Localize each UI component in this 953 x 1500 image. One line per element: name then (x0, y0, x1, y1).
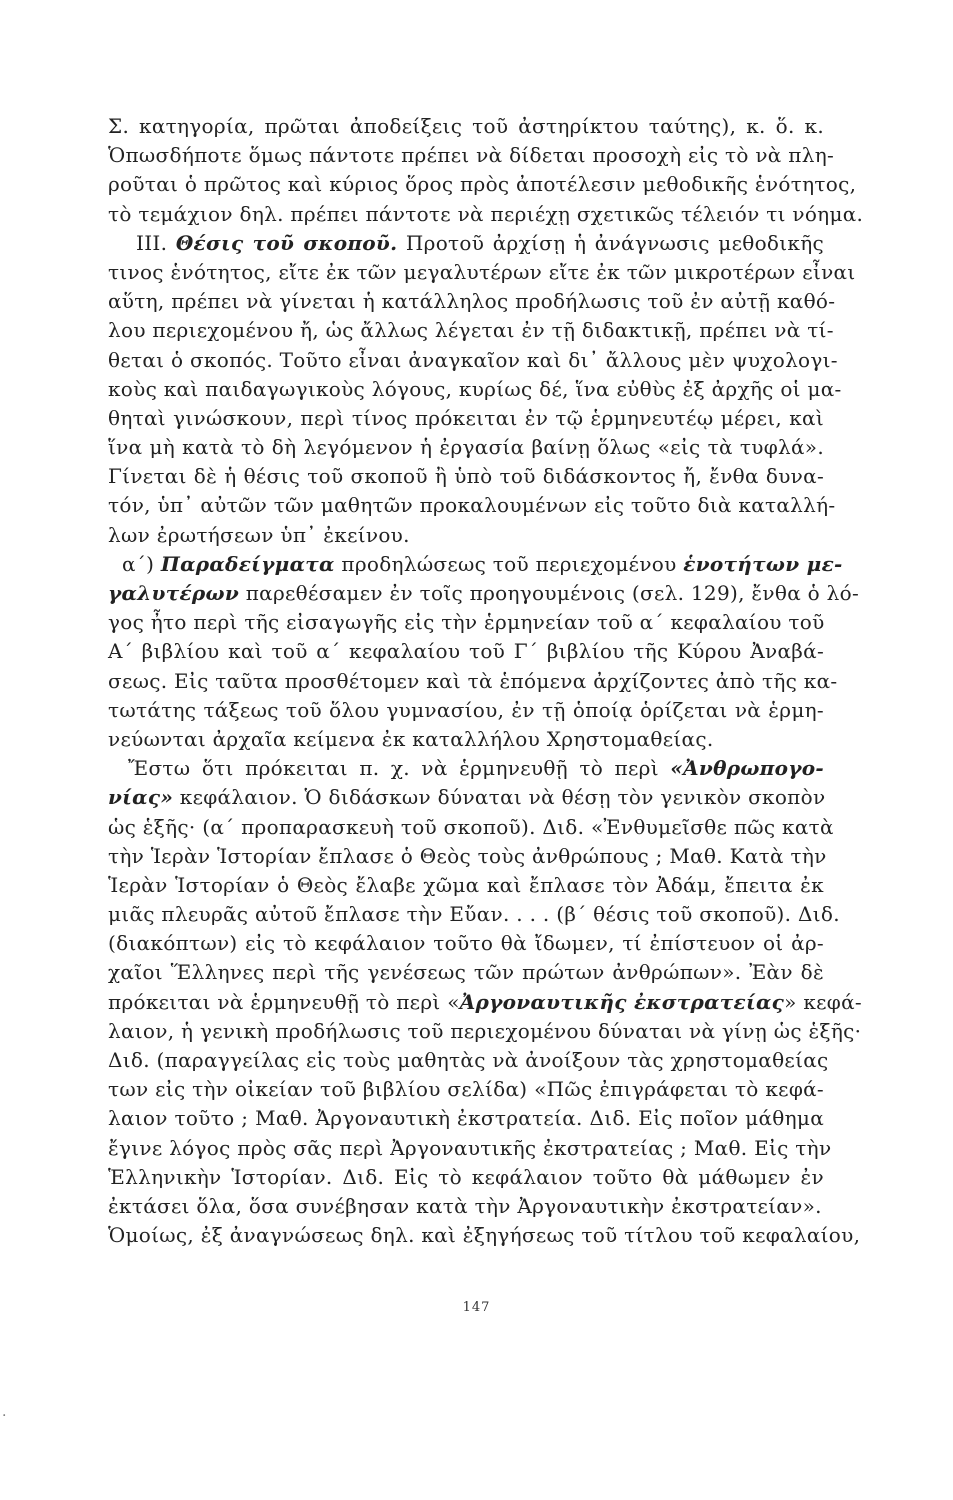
text-run: των εἰς τὴν οἰκείαν τοῦ βιβλίου σελίδα) «Πῶς ἐπιγράφεται τὸ κεφά- (108, 1077, 824, 1102)
text-line (108, 550, 843, 579)
text-run: λαιον τοῦτο ; Μαθ. Ἀργοναυτικὴ ἐκστρατεία. Διδ. Εἰς ποῖον μάθημα (108, 1106, 824, 1131)
text-run: ἵνα μὴ κατὰ τὸ δὴ λεγόμενον ἡ ἐργασία βαίνῃ ὅλως «εἰς τὰ τυφλά». (108, 435, 824, 460)
text-line (108, 287, 836, 316)
text-run: χαῖοι Ἕλληνες περὶ τῆς γενέσεως τῶν πρώτων ἀνθρώπων». Ἐὰν δὲ (108, 960, 824, 985)
text-run: Προτοῦ ἀρχίσῃ ἡ ἀνάγνωσις μεθοδικῆς (397, 230, 824, 255)
text-run: ἔγινε λόγος πρὸς σᾶς περὶ Ἀργοναυτικῆς ἐκστρατείας ; Μαθ. Εἰς τὴν (108, 1135, 832, 1160)
text-line (108, 200, 864, 229)
text-line (108, 170, 857, 199)
text-line (108, 1163, 824, 1192)
text-run: Ὁπωσδήποτε ὅμως πάντοτε πρέπει νὰ δίδεται προσοχὴ εἰς τὸ νὰ πλη- (108, 143, 835, 168)
text-line (108, 988, 862, 1017)
emphasis-text: νίας» (108, 785, 174, 810)
text-line (108, 900, 840, 929)
text-run: λου περιεχομένου ἤ, ὡς ἄλλως λέγεται ἐν τῇ διδακτικῇ, πρέπει νὰ τί- (108, 318, 834, 343)
text-line (108, 1134, 832, 1163)
text-run: κεφάλαιον. Ὁ διδάσκων δύναται νὰ θέσῃ τὸν γενικὸν σκοπὸν (173, 785, 826, 810)
text-line (108, 375, 842, 404)
emphasis-text: Παραδείγματα (160, 551, 335, 576)
text-run: Ὁμοίως, ἐξ ἀναγνώσεως δηλ. καὶ ἐξηγήσεως τοῦ τίτλου τοῦ κεφαλαίου, (108, 1223, 861, 1248)
text-line (108, 346, 838, 375)
text-line (108, 813, 834, 842)
text-run: ροῦται ὁ πρῶτος καὶ κύριος ὅρος πρὸς ἀποτέλεσιν μεθοδικῆς ἑνότητος, (108, 172, 857, 197)
emphasis-text: Ἀργοναυτικῆς ἐκστρατείας (459, 989, 785, 1014)
text-line (108, 258, 856, 287)
text-line (108, 929, 824, 958)
text-run: νεύωνται ἀρχαῖα κείμενα ἐκ καταλλήλου Χρηστομαθείας. (108, 726, 714, 751)
text-line (108, 1017, 862, 1046)
text-run: ὡς ἑξῆς· (α΄ προπαρασκευὴ τοῦ σκοποῦ). Διδ. «Ἐνθυμεῖσθε πῶς κατὰ (108, 814, 834, 839)
page-number: 147 (462, 1300, 491, 1315)
text-line (108, 842, 827, 871)
text-run: παρεθέσαμεν ἐν τοῖς προηγουμένοις (σελ. 129), ἔνθα ὁ λό- (239, 581, 860, 605)
text-line (108, 608, 824, 637)
text-line (108, 1221, 861, 1250)
text-line (108, 112, 824, 141)
text-run: μιᾶς πλευρᾶς αὐτοῦ ἔπλασε τὴν Εὔαν. . . . (β΄ θέσις τοῦ σκοποῦ). Διδ. (108, 902, 840, 927)
text-line (108, 1104, 824, 1133)
text-line (108, 783, 824, 812)
text-run: Σ. κατηγορία, πρῶται ἀποδείξεις τοῦ ἀστηρίκτου ταύτης), κ. ὅ. κ. (108, 114, 824, 138)
text-run: Ἔστω ὅτι πρόκειται π. χ. νὰ ἑρμηνευθῇ τὸ περὶ (128, 756, 671, 781)
emphasis-text: ἑνοτήτων με- (683, 551, 843, 576)
text-run: κοὺς καὶ παιδαγωγικοὺς λόγους, κυρίως δέ, ἵνα εὐθὺς ἐξ ἀρχῆς οἱ μα- (108, 376, 842, 401)
text-line (108, 404, 824, 433)
emphasis-text: γαλυτέρων (108, 581, 240, 605)
text-line (108, 141, 835, 170)
text-run: πρόκειται νὰ ἑρμηνευθῇ τὸ περὶ « (108, 989, 460, 1014)
text-line (108, 667, 838, 696)
text-line (108, 491, 836, 520)
text-run: αὕτη, πρέπει νὰ γίνεται ἡ κατάλληλος προδήλωσις τοῦ ἐν αὐτῇ καθό- (108, 289, 836, 314)
text-run: θεται ὁ σκοπός. Τοῦτο εἶναι ἀναγκαῖον καὶ δι᾿ ἄλλους μὲν ψυχολογι- (108, 347, 838, 372)
text-run: γος ἦτο περὶ τῆς εἰσαγωγῆς εἰς τὴν ἑρμηνείαν τοῦ α΄ κεφαλαίου τοῦ (108, 610, 825, 635)
text-run: τωτάτης τάξεως τοῦ ὅλου γυμνασίου, ἐν τῇ ὁποίᾳ ὁρίζεται νὰ ἑρμη- (108, 697, 824, 722)
text-run: λων ἐρωτήσεων ὑπ᾿ ἐκείνου. (108, 522, 410, 547)
text-run: προδηλώσεως τοῦ περιεχομένου (334, 551, 684, 576)
text-line (108, 1192, 824, 1221)
text-line (108, 1075, 824, 1104)
margin-mark: · (2, 1408, 7, 1424)
text-line (108, 579, 860, 608)
text-run: τινος ἑνότητος, εἴτε ἐκ τῶν μεγαλυτέρων εἴτε ἐκ τῶν μικροτέρων εἶναι (108, 259, 856, 284)
text-line (108, 1046, 829, 1075)
text-run: τὸ τεμάχιον δηλ. πρέπει πάντοτε νὰ περιέχῃ σχετικῶς τέλειόν τι νόημα. (108, 201, 864, 226)
text-run: » κεφά- (784, 989, 862, 1014)
text-line (108, 871, 824, 900)
text-run: θηταὶ γινώσκουν, περὶ τίνος πρόκειται ἐν τῷ ἑρμηνευτέῳ μέρει, καὶ (108, 405, 824, 430)
text-line (108, 462, 824, 491)
text-line (108, 637, 824, 666)
text-run: τὴν Ἱερὰν Ἱστορίαν ἔπλασε ὁ Θεὸς τοὺς ἀνθρώπους ; Μαθ. Κατὰ τὴν (108, 843, 827, 868)
text-line (108, 433, 824, 462)
text-line (108, 521, 824, 550)
text-run: Γίνεται δὲ ἡ θέσις τοῦ σκοποῦ ἢ ὑπὸ τοῦ διδάσκοντος ἤ, ἔνθα δυνα- (108, 464, 824, 489)
text-run: Ἱερὰν Ἱστορίαν ὁ Θεὸς ἔλαβε χῶμα καὶ ἔπλασε τὸν Ἀδάμ, ἔπειτα ἐκ (108, 872, 824, 897)
emphasis-text: Θέσις τοῦ σκοποῦ. (175, 230, 398, 255)
text-line (108, 725, 824, 754)
text-run: Διδ. (παραγγείλας εἰς τοὺς μαθητὰς νὰ ἀνοίξουν τὰς χρηστομαθείας (108, 1048, 829, 1072)
text-run: (διακόπτων) εἰς τὸ κεφάλαιον τοῦτο θὰ ἴδωμεν, τί ἐπίστευον οἱ ἀρ- (108, 931, 824, 956)
text-run: α΄) (122, 551, 161, 576)
text-run: Ἑλληνικὴν Ἱστορίαν. Διδ. Εἰς τὸ κεφάλαιον τοῦτο θὰ μάθωμεν ἐν (108, 1164, 824, 1189)
text-run: τόν, ὑπ᾿ αὐτῶν τῶν μαθητῶν προκαλουμένων εἰς τοῦτο διὰ καταλλή- (108, 493, 836, 518)
text-line (108, 229, 824, 258)
text-line (108, 958, 824, 987)
text-line (108, 696, 824, 725)
text-run: λαιον, ἡ γενικὴ προδήλωσις τοῦ περιεχομένου δύναται νὰ γίνῃ ὡς ἑξῆς· (108, 1018, 862, 1043)
text-line (108, 316, 834, 345)
body-text (108, 112, 864, 1250)
text-run: Α΄ βιβλίου καὶ τοῦ α΄ κεφαλαίου τοῦ Γ΄ βιβλίου τῆς Κύρου Ἀναβά- (108, 639, 824, 664)
text-run: σεως. Εἰς ταῦτα προσθέτομεν καὶ τὰ ἑπόμενα ἀρχίζοντες ἀπὸ τῆς κα- (108, 668, 838, 693)
emphasis-text: «Ἀνθρωπογο- (670, 756, 824, 781)
text-line (108, 754, 824, 783)
text-run: ἐκτάσει ὅλα, ὅσα συνέβησαν κατὰ τὴν Ἀργοναυτικὴν ἐκστρατείαν». (108, 1193, 822, 1218)
text-run: III. (136, 230, 176, 255)
